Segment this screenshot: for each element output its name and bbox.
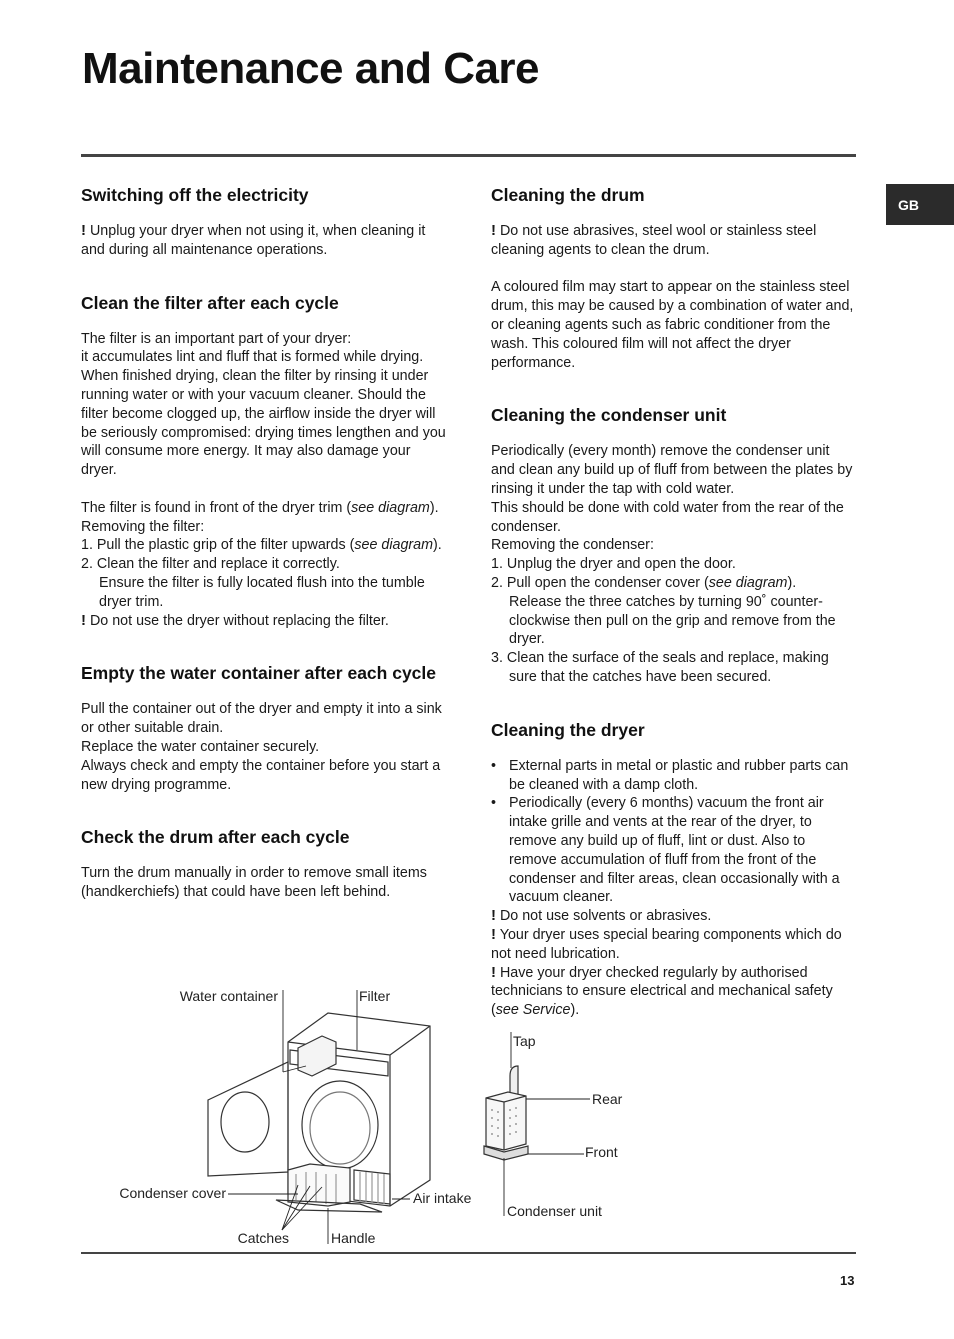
label-water-container: Water container <box>179 988 278 1004</box>
warning-body: Do not use the dryer without replacing the filter. <box>89 612 389 629</box>
page-title: Maintenance and Care <box>82 44 540 93</box>
label-handle: Handle <box>331 1230 376 1246</box>
condenser-block <box>486 1092 526 1150</box>
label-filter: Filter <box>359 988 391 1004</box>
section-empty-water <box>81 663 446 794</box>
emphasis: see diagram <box>708 574 788 591</box>
label-condenser-cover: Condenser cover <box>119 1185 226 1201</box>
section-switching-off <box>81 185 446 260</box>
dryer-diagram <box>100 980 500 1248</box>
section-heading: Check the drum after each cycle <box>81 827 350 848</box>
section-heading: Empty the water container after each cycle <box>81 663 436 684</box>
emphasis: see Service <box>495 1002 571 1019</box>
label-condenser-unit: Condenser unit <box>507 1203 602 1219</box>
label-tap: Tap <box>513 1033 536 1049</box>
section-condenser-unit <box>491 405 856 686</box>
page-number: 13 <box>840 1273 855 1288</box>
door-window <box>221 1092 269 1152</box>
warning-body: Do not use abrasives, steel wool or stainless steel cleaning agents to clean the drum. <box>491 223 817 258</box>
warning-mark: ! <box>491 925 496 943</box>
warning-text <box>491 926 856 964</box>
bullet-item: • External parts in metal or plastic and rubber parts can be cleaned with a damp cloth. <box>491 757 856 795</box>
text: 1. Pull the plastic grip of the filter upwards ( <box>81 537 355 554</box>
label-air-intake: Air intake <box>413 1190 472 1206</box>
warning-text <box>81 612 446 631</box>
text: The filter is found in front of the dryer trim ( <box>81 499 352 516</box>
footer-divider <box>81 1252 856 1254</box>
warning-text <box>491 222 856 260</box>
text: ). <box>570 1002 580 1019</box>
warning-mark: ! <box>491 907 496 925</box>
step-item: 3. Clean the surface of the seals and replace, making sure that the catches have been secured. <box>491 650 829 685</box>
step-item: 2. Clean the filter and replace it correctly. <box>81 556 340 573</box>
paragraph: Removing the filter: <box>81 518 205 535</box>
filter-part <box>298 1036 336 1076</box>
emphasis: see diagram <box>351 499 430 516</box>
condenser-unit <box>288 1164 350 1206</box>
section-heading: Switching off the electricity <box>81 185 309 205</box>
section-heading: Cleaning the dryer <box>491 719 645 740</box>
text: ). <box>787 574 797 591</box>
section-clean-filter <box>81 293 446 631</box>
step-item <box>81 536 446 555</box>
warning-body: Have your dryer checked regularly by authorised technicians to ensure electrical and mechanical safety ( <box>491 964 833 1019</box>
section-heading: Cleaning the condenser unit <box>491 405 727 426</box>
text: 2. Pull open the condenser cover ( <box>491 574 709 591</box>
paragraph: Always check and empty the container before you start a new drying programme. <box>81 757 441 793</box>
paragraph: This should be done with cold water from the rear of the condenser. <box>491 499 844 535</box>
paragraph: Removing the condenser: <box>491 537 654 554</box>
label-front: Front <box>585 1144 618 1160</box>
warning-mark: ! <box>491 222 496 239</box>
left-column <box>81 185 446 935</box>
section-check-drum <box>81 827 446 902</box>
warning-text <box>491 964 856 1020</box>
warning-body: Do not use solvents or abrasives. <box>499 908 712 925</box>
step-item: 1. Unplug the dryer and open the door. <box>491 556 736 573</box>
warning-body: Your dryer uses special bearing components which do not need lubrication. <box>491 926 842 962</box>
dryer-door <box>208 1062 288 1176</box>
section-cleaning-dryer <box>491 720 856 1020</box>
paragraph <box>81 499 446 518</box>
paragraph: Periodically (every month) remove the condenser unit and clean any build up of fluff from between the plates by rinsing it under the tap with cold water. <box>491 443 853 497</box>
paragraph: Turn the drum manually in order to remove small items (handkerchiefs) that could have been left behind. <box>81 865 427 901</box>
warning-mark: ! <box>81 611 86 629</box>
drum-opening <box>302 1081 378 1169</box>
text: ). <box>429 499 439 516</box>
warning-mark: ! <box>491 963 496 981</box>
bullet-list <box>491 757 856 907</box>
paragraph: A coloured film may start to appear on the stainless steel drum, this may be caused by a combination of water and, or cleaning agents such as fabric conditioner from the wash. This coloured film will not affect the dryer performance. <box>491 279 854 371</box>
emphasis: see diagram <box>354 537 434 554</box>
step-detail: Release the three catches by turning 90˚ counter-clockwise then pull on the grip and remove from the dryer. <box>509 593 836 648</box>
warning-mark: ! <box>81 222 86 239</box>
warning-text <box>491 907 856 926</box>
label-rear: Rear <box>592 1091 623 1107</box>
warning-text <box>81 222 446 260</box>
warning-body: Unplug your dryer when not using it, when cleaning it and during all maintenance operations. <box>81 223 426 258</box>
language-tab: GB <box>886 184 954 225</box>
title-divider <box>81 154 856 157</box>
paragraph: Replace the water container securely. <box>81 738 320 755</box>
section-cleaning-drum <box>491 185 856 372</box>
bullet-item: • Periodically (every 6 months) vacuum the front air intake grille and vents at the rear of the dryer, to remove any build up of fluff, lint or dust. Also to remove accumulation of fluff from the front of the condenser and filter areas, clean occasionally with a vacuum cleaner. <box>491 794 856 907</box>
step-detail: Ensure the filter is fully located flush into the tumble dryer trim. <box>99 574 425 610</box>
paragraph: The filter is an important part of your dryer: <box>81 330 352 347</box>
condenser-diagram <box>478 1028 658 1224</box>
text: ). <box>433 537 442 554</box>
section-heading: Cleaning the drum <box>491 185 645 205</box>
section-heading: Clean the filter after each cycle <box>81 292 339 313</box>
paragraph: Pull the container out of the dryer and empty it into a sink or other suitable drain. <box>81 701 442 737</box>
paragraph: it accumulates lint and fluff that is formed while drying. When finished drying, clean the filter by rinsing it under running water or with your vacuum cleaner. Should the filter become clogged up, the airflow inside the dryer will be seriously compromised: drying times lengthen and you will consume more energy. It may also damage your dryer. <box>81 349 446 479</box>
label-catches: Catches <box>237 1230 289 1246</box>
right-column <box>491 185 856 1053</box>
step-item <box>491 574 856 593</box>
drum-inner <box>310 1092 370 1164</box>
